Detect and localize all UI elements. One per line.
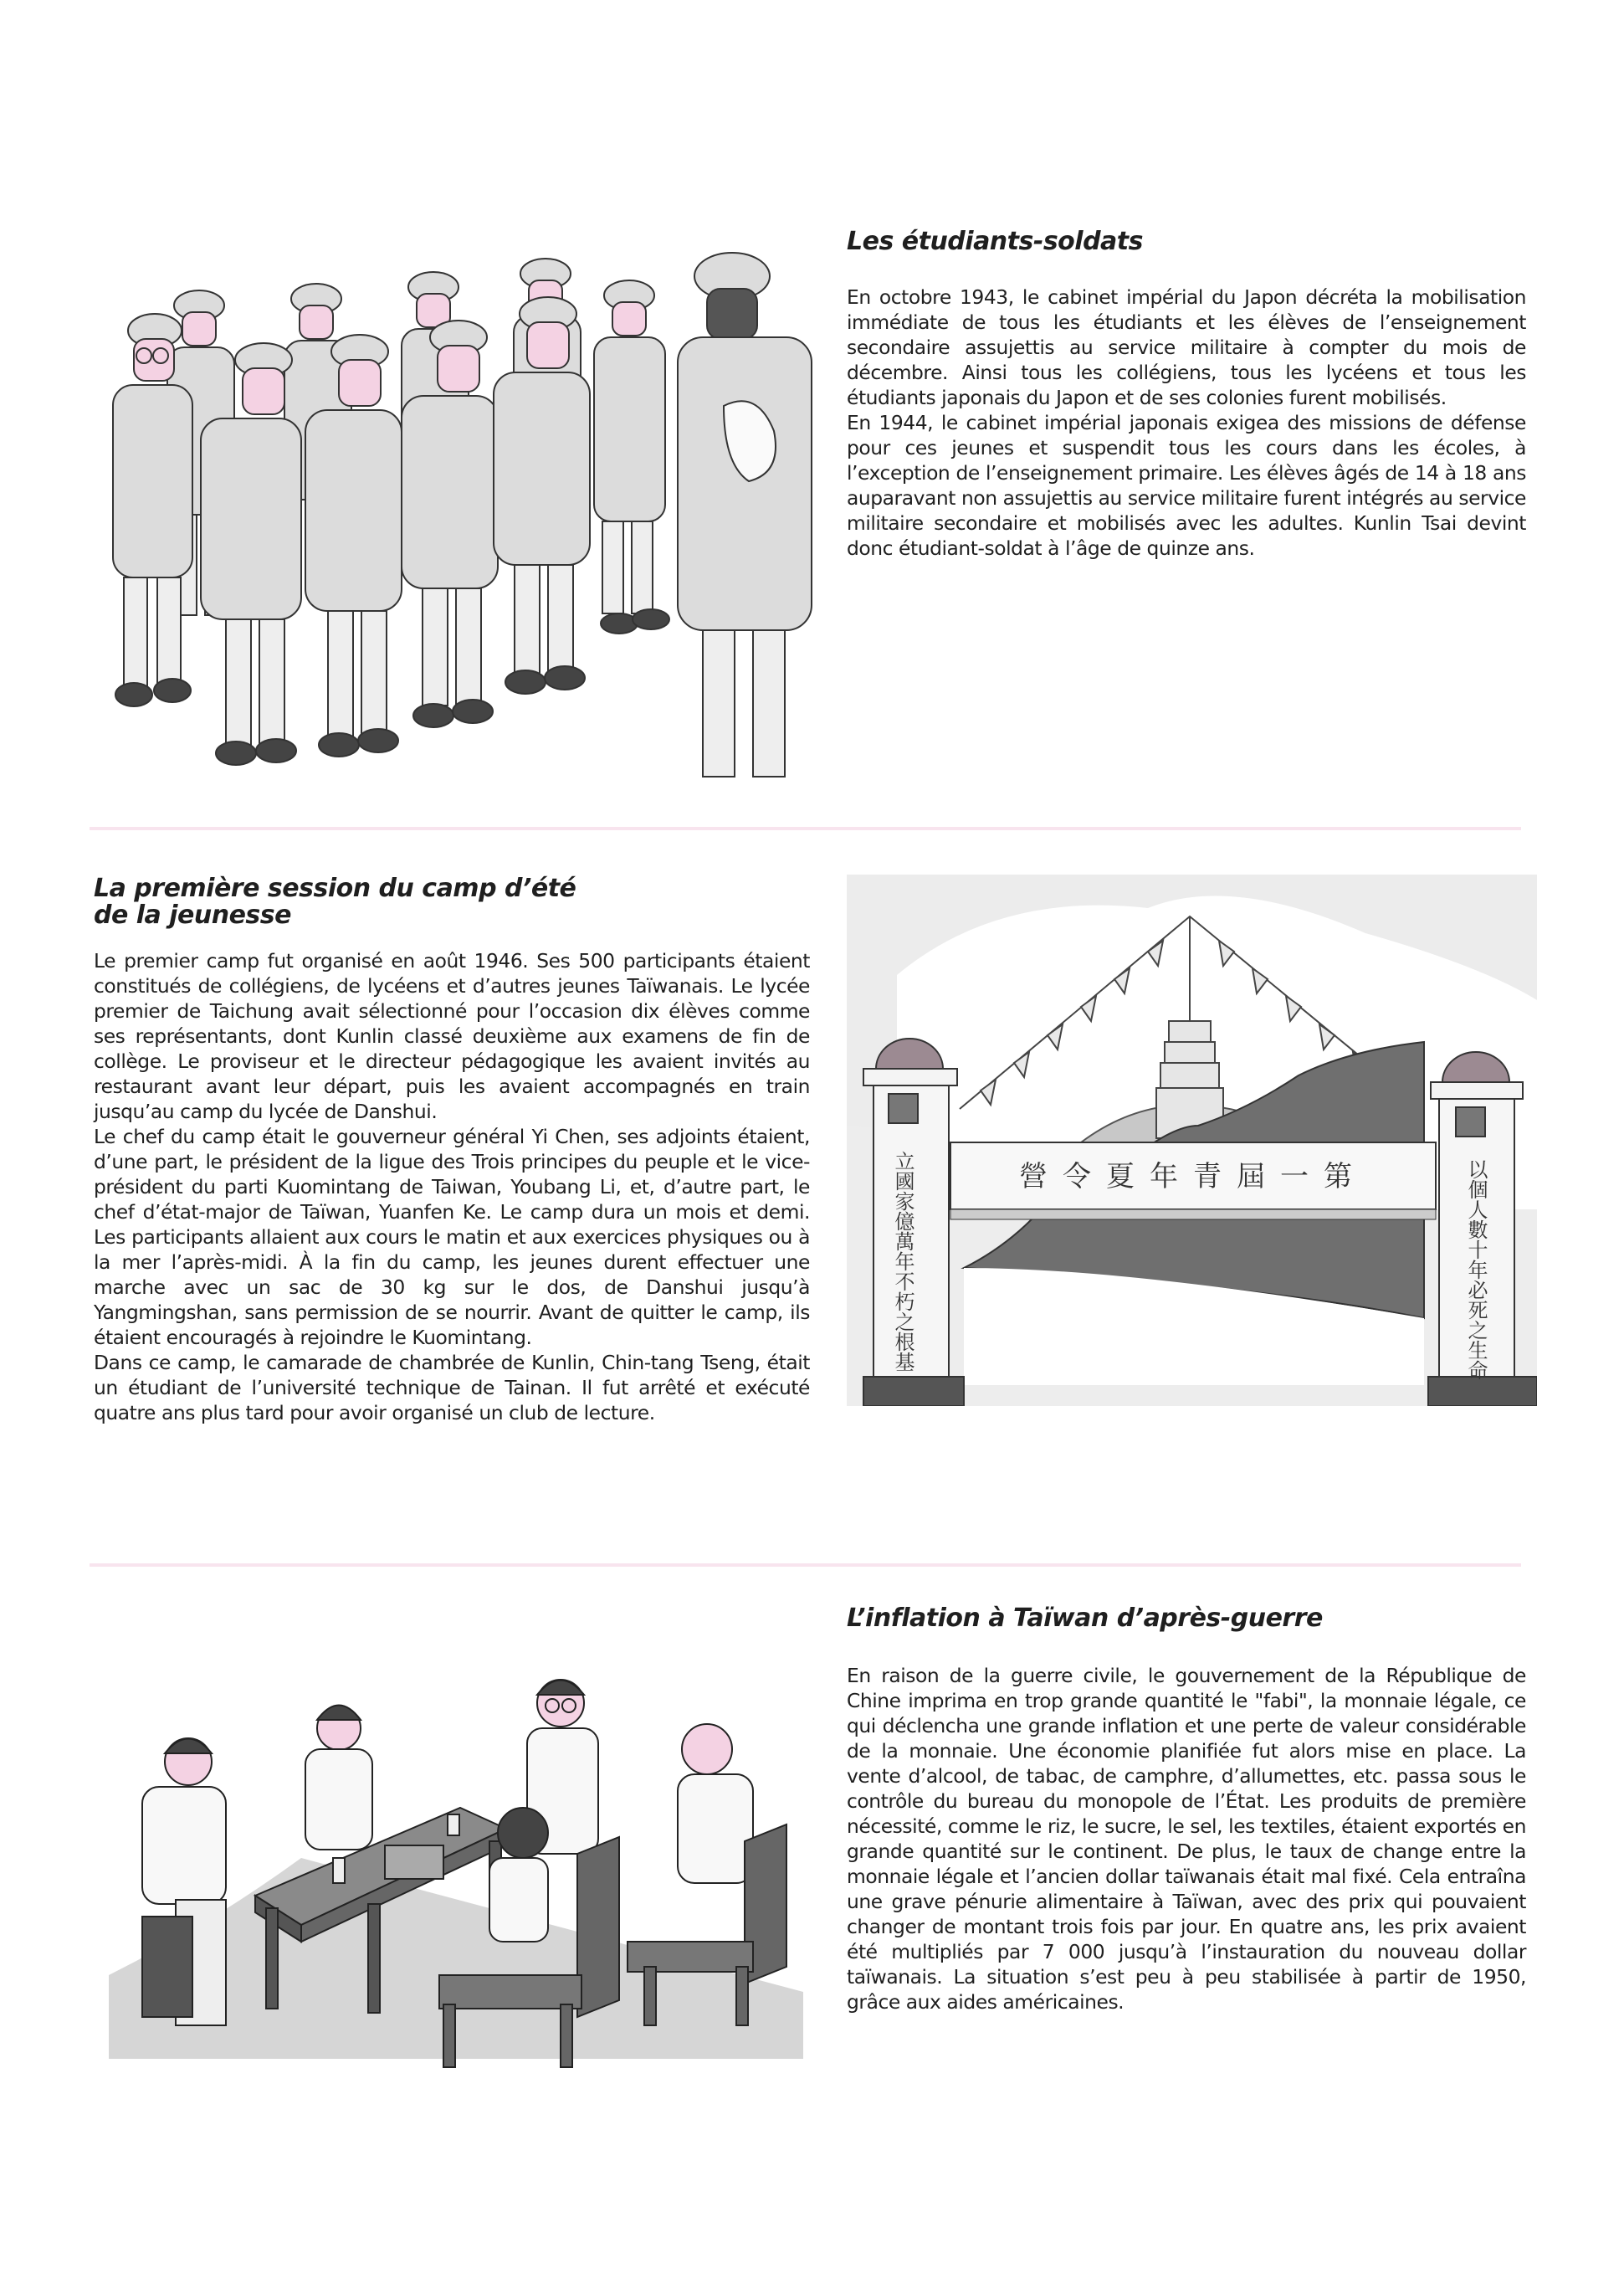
illustration-camp-gate xyxy=(847,875,1537,1406)
person-figure xyxy=(489,1808,548,1942)
person-figure xyxy=(142,1738,226,2025)
student-soldiers-drawing xyxy=(109,239,820,783)
section-title-line: La première session du camp d’été xyxy=(94,874,576,903)
paragraph: En 1944, le cabinet impérial japonais exigea des missions de défense pour ces jeunes et suspendit tous les cours dans les écoles, à l’exception de l’enseignement primaire. Les élèves âgés de 14 à 18 ans auparavant non assujettis au service militaire furent intégrés au service militaire secondaire et mobilisés avec les adultes. Kunlin Tsai devint donc étudiant-soldat à l’âge de quinze ans. xyxy=(847,411,1526,560)
person-figure xyxy=(678,1724,753,1883)
section-title-summer-camp xyxy=(94,875,763,929)
camp-gate-drawing xyxy=(847,875,1537,1406)
section-body-student-soldiers xyxy=(847,285,1526,561)
paragraph: Dans ce camp, le camarade de chambrée de Kunlin, Chin-tang Tseng, était un étudiant de l’université technique de Tainan. Il fut arrêté et exécuté quatre ans plus tard pour avoir organisé un club de lecture. xyxy=(94,1351,810,1424)
right-pillar-inscription: 以個人數十年必死之生命 xyxy=(1464,1159,1488,1380)
person-figure xyxy=(305,1706,372,1850)
section-title-inflation: L’inflation à Taïwan d’après-guerre xyxy=(847,1604,1323,1633)
left-pillar-inscription: 立國家億萬年不朽之根基 xyxy=(891,1151,914,1372)
paragraph: En octobre 1943, le cabinet impérial du Japon décréta la mobilisation immédiate de tous les étudiants et les élèves de l’enseignement secondaire assujettis au service militaire à compter du mois de décembre. Ainsi tous les collégiens, tous les lycéens et tous les étudiants japonais du Japon et de ses colonies furent mobilisés. xyxy=(847,285,1526,409)
section-body-summer-camp xyxy=(94,948,810,1425)
paragraph: En raison de la guerre civile, le gouvernement de la République de Chine imprima en trop grande quantité le "fabi", la monnaie légale, ce qui déclencha une grande inflation et une perte de valeur considérable de la monnaie. Une économie planifiée fut alors mise en place. La vente d’alcool, de tabac, de camphre, d’allumettes, etc. passa sous le contrôle du bureau du monopole de l’État. Les produits de première nécessité, comme le riz, le sucre, le sel, les textiles, étaient exportés en grande quantité sur le continent. De plus, le taux de change entre la monnaie légale et l’ancien dollar taïwanais était mal fixé. Cela entraîna une grave pénurie alimentaire à Taïwan, avec des prix qui pouvaient changer de montant trois fois par jour. En quatre ans, les prix avaient été multipliés par 7 000 jusqu’à l’instauration du nouveau dollar taïwanais. La situation s’est peu à peu stabilisée à partir de 1950, grâce aux aides américaines. xyxy=(847,1664,1526,2014)
section-divider xyxy=(90,1563,1521,1567)
arch-banner-inscription: 營令夏年青屆一第 xyxy=(1019,1160,1367,1193)
section-title-student-soldiers: Les étudiants-soldats xyxy=(847,227,1143,256)
section-body-inflation xyxy=(847,1663,1526,2014)
officer-figure xyxy=(678,253,812,777)
soldier-figure xyxy=(594,280,669,634)
illustration-student-soldiers xyxy=(109,239,820,783)
table-meeting-drawing xyxy=(109,1665,820,2076)
illustration-table-meeting xyxy=(109,1665,820,2076)
section-title-line: de la jeunesse xyxy=(94,901,291,930)
section-divider xyxy=(90,827,1521,830)
paragraph: Le chef du camp était le gouverneur général Yi Chen, ses adjoints étaient, d’une part, le président de la ligue des Trois principes du peuple et le vice-président du parti Kuomintang de Taiwan, Youbang Li, et, d’autre part, le chef d’état-major de Taïwan, Yuanfen Ke. Le camp dura un mois et demi. Les participants allaient aux cours le matin et aux exercices physiques ou à la mer l’après-midi. À la fin du camp, les jeunes durent effectuer une marche avec un sac de 30 kg sur le dos, de Danshui jusqu’à Yangmingshan, sans permission de se nourrir. Avant de quitter le camp, ils étaient encouragés à rejoindre le Kuomintang. xyxy=(94,1125,810,1349)
paragraph: Le premier camp fut organisé en août 1946. Ses 500 participants étaient constitués de collégiens, de lycéens et d’autres jeunes Taïwanais. Le lycée premier de Taichung avait sélectionné pour l’occasion dix élèves comme ses représentants, dont Kunlin classé deuxième aux examens de fin de collège. Le proviseur et le directeur pédagogique les avaient invités au restaurant avant leur départ, puis les avaient accompagnés en train jusqu’au camp du lycée de Danshui. xyxy=(94,949,810,1123)
